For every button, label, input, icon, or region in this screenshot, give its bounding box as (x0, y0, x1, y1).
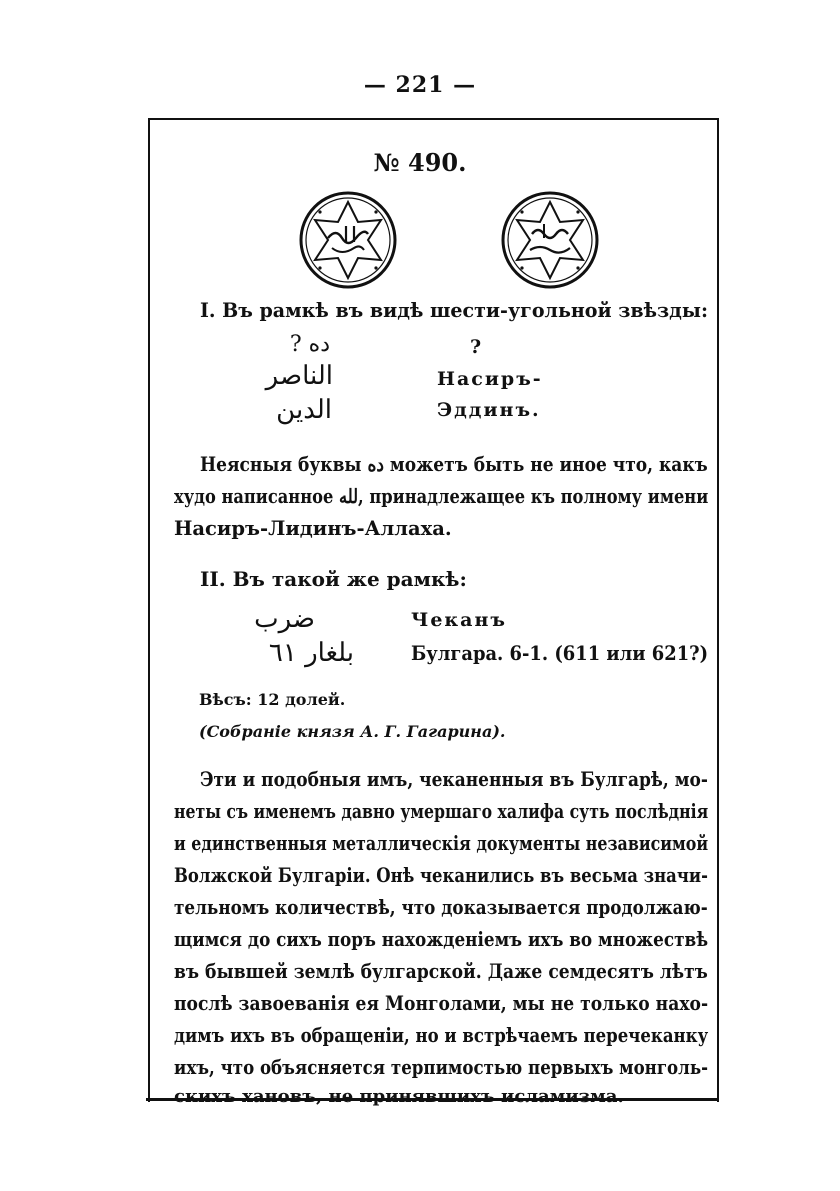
paragraph-line-5: тельномъ количествѣ, что доказывается продолжаю- (174, 896, 708, 919)
obverse-arabic-line-2: الناصر (265, 361, 333, 391)
reverse-translation-line-2: Булгара. 6-1. (611 или 621?) (411, 641, 709, 665)
obverse-translation-line-3: Эддинъ. (437, 399, 541, 421)
note-line-2: худо написанное لله, принадлежащее къ полному имени (174, 485, 709, 508)
paragraph-line-1: Эти и подобныя имъ, чеканенныя въ Булгарѣ, мо- (200, 768, 708, 791)
paragraph-line-8: послѣ завоеванiя ея Монголами, мы не только нахо- (174, 992, 709, 1015)
obverse-heading: I. Въ рамкѣ въ видѣ шести-угольной звѣзды: (200, 298, 708, 322)
obverse-arabic-line-3: الدين (276, 395, 332, 425)
obverse-translation-line-1: ? (470, 336, 482, 358)
paragraph-line-10: ихъ, что объясняется терпимостью первыхъ монголь- (174, 1056, 709, 1079)
reverse-heading: II. Въ такой же рамкѣ: (200, 567, 467, 591)
collection-line: (Собранiе князя А. Г. Гагарина). (199, 722, 506, 741)
page-number: — 221 — (363, 72, 477, 98)
weight-line: Вѣсъ: 12 долей. (199, 690, 346, 709)
paragraph-line-6: щимся до сихъ поръ нахожденiемъ ихъ во множествѣ (174, 928, 709, 951)
paragraph-line-9: димъ ихъ въ обращенiи, но и встрѣчаемъ перечеканку (174, 1024, 709, 1047)
obverse-translation-line-2: Насиръ- (437, 368, 543, 390)
reverse-arabic-line-2: بلغار ٦١ (268, 638, 354, 668)
reverse-translation-line-1: Чеканъ (411, 609, 507, 631)
paragraph-line-7: въ бывшей землѣ булгарской. Даже семдесятъ лѣтъ (174, 960, 708, 983)
paragraph-line-11: скихъ хановъ, не принявшихъ исламизма. (174, 1086, 624, 1107)
coin-obverse-image (298, 190, 398, 290)
obverse-arabic-line-1: ده ? (289, 332, 330, 357)
paragraph-line-4: Волжской Булгарiи. Онѣ чеканились въ весьма значи- (174, 864, 708, 887)
coin-reverse-image (500, 190, 600, 290)
note-line-1: Неясныя буквы ده можетъ быть не иное что, какъ (200, 453, 708, 476)
reverse-arabic-line-1: ضرب (254, 604, 315, 634)
note-line-3: Насиръ-Лидинъ-Аллаха. (174, 517, 452, 540)
paragraph-line-2: неты съ именемъ давно умершаго халифа суть послѣднiя (174, 800, 709, 823)
coin-number: № 490. (373, 148, 467, 177)
paragraph-line-3: и единственныя металлическiя документы независимой (174, 832, 709, 855)
